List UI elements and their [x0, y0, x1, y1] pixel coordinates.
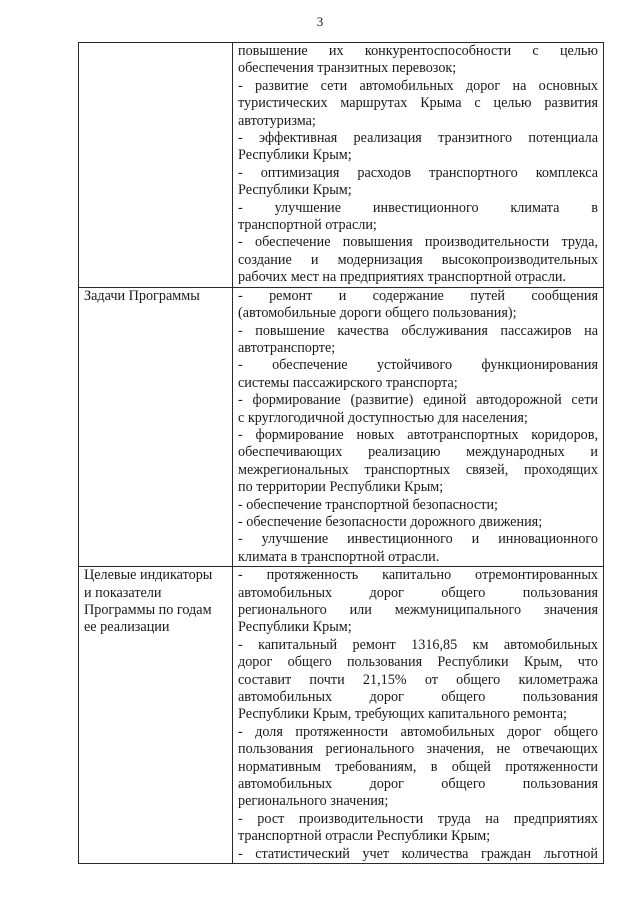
row-label-line: ее реализации	[84, 619, 170, 636]
content-line: - ремонт и содержание путей сообщения	[238, 287, 598, 304]
content-line: - капитальный ремонт 1316,85 км автомобильных	[238, 636, 598, 653]
content-line: Республики Крым, требующих капитального ремонта;	[238, 706, 567, 723]
content-line: - повышение качества обслуживания пассажиров на	[238, 322, 598, 339]
content-line: с круглогодичной доступностью для населения;	[238, 409, 528, 426]
row-label-line: Целевые индикаторы	[84, 567, 213, 584]
row-label-cell	[79, 567, 233, 864]
content-line: обеспечения транзитных перевозок;	[238, 60, 457, 77]
content-line: - улучшение инвестиционного климата в	[238, 199, 598, 216]
content-line: нормативным требованиям, в общей протяженности	[238, 758, 598, 775]
row-label-line: Программы по годам	[84, 602, 212, 618]
content-line: Республики Крым;	[238, 619, 352, 636]
content-line: - доля протяженности автомобильных дорог общего	[238, 723, 598, 740]
content-line: по территории Республики Крым;	[238, 479, 444, 496]
content-line: межрегиональных транспортных связей, проходящих	[238, 461, 598, 478]
content-line: создание и модернизация высокопроизводительных	[238, 251, 598, 268]
content-line: автотуризма;	[238, 112, 316, 129]
content-line: - формирование (развитие) единой автодорожной сети	[238, 392, 598, 409]
content-line: туристических маршрутах Крыма с целью развития	[238, 95, 598, 112]
table-row-tasks	[79, 287, 604, 567]
row-label: Задачи Программы	[84, 287, 200, 304]
content-line: - улучшение инвестиционного и инновационного	[238, 531, 598, 548]
page-number: 3	[316, 14, 324, 29]
content-line: повышение их конкурентоспособности с целью	[238, 43, 598, 59]
content-line: - обеспечение устойчивого функционирования	[238, 357, 598, 374]
table-row-indicators	[79, 567, 604, 864]
content-line: регионального или межмуниципального значения	[238, 602, 598, 618]
content-line: - формирование новых автотранспортных коридоров,	[238, 426, 598, 443]
row-label-line: и показатели	[84, 584, 162, 601]
content-line: системы пассажирского транспорта;	[238, 374, 458, 391]
content-line: - обеспечение транспортной безопасности;	[238, 496, 498, 513]
content-line: пользования регионального значения, не отвечающих	[238, 741, 598, 758]
row-label-cell	[79, 287, 233, 567]
table-row-goals-continued	[79, 43, 604, 288]
content-line: автотранспорте;	[238, 339, 336, 356]
content-line: рабочих мест на предприятиях транспортной отрасли.	[238, 269, 567, 286]
content-line: составит почти 21,15% от общего километража	[238, 671, 598, 688]
content-line: - эффективная реализация транзитного потенциала	[238, 130, 598, 147]
content-line: обеспечивающих реализацию международных и	[238, 444, 598, 461]
row-content-cell	[233, 43, 604, 288]
row-content-cell	[233, 567, 604, 864]
content-line: транспортной отрасли Республики Крым;	[238, 828, 491, 845]
content-line: - рост производительности труда на предприятиях	[238, 810, 598, 827]
content-line: Республики Крым;	[238, 182, 352, 199]
content-line: автомобильных дорог общего пользования	[238, 689, 598, 706]
table-body	[79, 43, 604, 864]
content-line: климата в транспортной отрасли.	[238, 548, 440, 565]
content-line: Республики Крым;	[238, 147, 352, 164]
content-line: автомобильных дорог общего пользования	[238, 584, 598, 601]
content-line: - обеспечение безопасности дорожного движения;	[238, 513, 543, 530]
program-passport-table	[78, 42, 604, 864]
content-line: - обеспечение повышения производительности труда,	[238, 234, 598, 251]
content-line: - развитие сети автомобильных дорог на основных	[238, 77, 598, 94]
content-line: транспортной отрасли;	[238, 217, 377, 234]
content-line: - протяженность капитально отремонтированных	[238, 567, 598, 584]
row-label-cell	[79, 43, 233, 288]
content-line: - статистический учет количества граждан льготной	[238, 845, 598, 862]
content-line: (автомобильные дороги общего пользования);	[238, 305, 517, 322]
row-content-cell	[233, 287, 604, 567]
content-line: дорог общего пользования Республики Крым, что	[238, 654, 598, 671]
content-line: автомобильных дорог общего пользования	[238, 776, 598, 793]
content-line: регионального значения;	[238, 793, 389, 810]
content-line: - оптимизация расходов транспортного комплекса	[238, 164, 598, 181]
